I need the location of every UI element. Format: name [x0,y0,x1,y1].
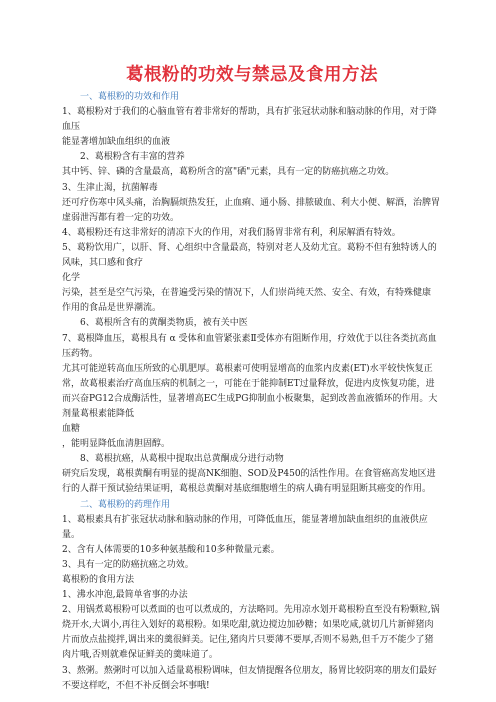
paragraph: 其中钙、锌、磷的含量最高，葛粉所含的富"硒"元素，具有一定的防癌抗癌之功效。 [62,167,395,178]
paragraph: 能显著增加缺血组织的血液 [62,137,171,148]
paragraph: 3、生津止渴，抗菌解毒 [62,182,158,193]
paragraph: 3、熬粥。熬粥时可以加入适量葛根粉调味，但友情提醒各位朋友，肠胃比较阴寒的朋友们最好不要这样吃，不但不补反倒会坏事哦! [62,665,437,691]
paragraph: 1、葛根素具有扩张冠状动脉和脑动脉的作用，可降低血压，能显著增加缺血组织的血液供应量。 [62,514,428,540]
section-heading: 二、葛根粉的药理作用 [80,499,171,510]
paragraph: 2、用锅煮葛根粉可以煮面的也可以煮成的，方法略同。先用凉水划开葛根粉直至没有粉颗粒,锅烧开水,大调小,再往入划好的葛根粉。如果吃甜,就边搅边加砂糖；如果吃咸,就切几片新鲜猪肉片而放点盐搅拌,调出来的羹很鲜美。记住,猪肉片只要薄不要厚,否则不易熟,但千万不能少了猪肉片哦,否则就难保证鲜美的羹味道了。 [62,605,440,661]
paragraph: 7、葛根降血压，葛根具有 α 受体和血管紧张素Ⅱ受体亦有阻断作用，疗效优于以往各类抗高血压药物。 [62,333,437,359]
paragraph: 研究后发现，葛根黄酮有明显的提高NK细胞、SOD及P450的活性作用。在食管癌高发地区进行的人群干预试验结果证明，葛根总黄酮对基底细胞增生的病人确有明显阻断其癌变的作用。 [62,469,436,495]
paragraph: 2、含有人体需要的10多种氨基酸和10多种微量元素。 [62,544,280,555]
paragraph: 污染，甚至是空气污染，在普遍受污染的情况下，人们崇尚纯天然、安全、有效，有特殊健康 [62,288,432,299]
paragraph: 尤其可能逆转高血压所致的心肌肥厚。葛根素可使明显增高的血浆内皮素(ET)水平较快恢复正常，故葛根素治疗高血压病的机制之一，可能在于能抑制ET过量释放，促进内皮恢复功能，进而兴奋PG12合成酶活性，显著增高EC生成PG抑制血小板聚集，起到改善血液循环的作用。大剂量葛根素能降低 [62,363,438,419]
paragraph: 葛根粉的食用方法 [62,575,135,585]
paragraph: 6、葛根所含有的黄酮类物质，被有关中医 [80,318,248,329]
paragraph: 化学 [62,273,81,284]
paragraph: 血糖 [62,424,81,435]
document-body [62,90,442,694]
paragraph: 2、葛根粉含有丰富的营养 [80,152,185,163]
paragraph: 作用的食品是世界潮流。 [62,303,162,314]
paragraph: 5、葛粉饮用广，以肝、肾、心组织中含量最高，特别对老人及幼尤宜。葛粉不但有独特诱人的风味，其口感和食疗 [62,242,437,269]
paragraph: 8、葛根抗癌，从葛根中提取出总黄酮成分进行动物 [80,454,284,465]
paragraph: 1、沸水冲泡,最简单省事的办法 [62,590,188,601]
paragraph: ，能明显降低血清胆固醇。 [62,439,171,450]
section-heading: 一、葛根粉的功效和作用 [80,92,180,102]
paragraph: 1、葛根粉对于我们的心脑血管有着非常好的帮助，具有扩张冠状动脉和脑动脉的作用，对于降血压 [62,107,437,133]
paragraph: 3、具有一定的防癌抗癌之功效。 [62,559,194,570]
paragraph: 4、葛根粉还有这非常好的清凉下火的作用，对我们肠胃非常有利，利尿解酒有特效。 [62,227,401,238]
document-title: 葛根粉的功效与禁忌及食用方法 [126,65,378,85]
paragraph: 还可疗伤寒中风头痛，治胸膈烦热发狂，止血痢、通小肠、排脓破血、利大小便、解酒，治脾胃虚弱泄泻都有着一定的功效。 [62,197,441,223]
